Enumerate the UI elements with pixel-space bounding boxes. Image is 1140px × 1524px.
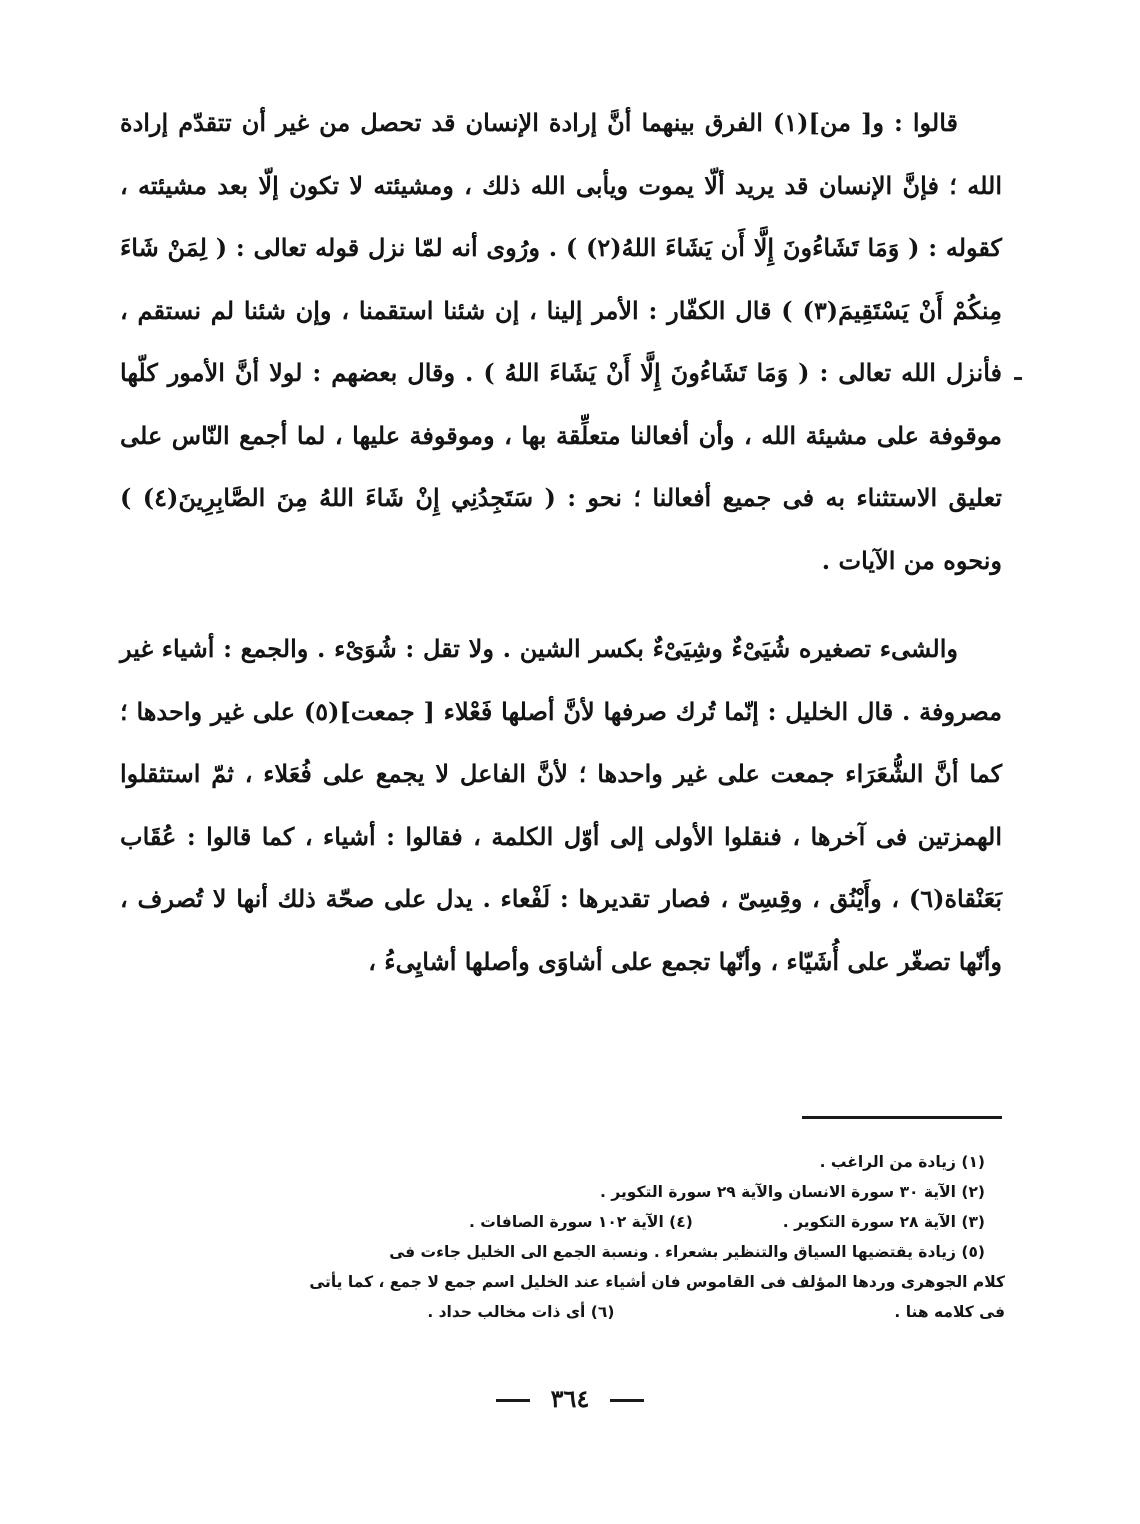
- footnote-row-5-6: [120, 1297, 1005, 1327]
- footnote-separator: [802, 1116, 1002, 1119]
- footnote-3: (٣) الآية ٢٨ سورة التكوير .: [782, 1213, 985, 1231]
- dash-left: [496, 1399, 530, 1402]
- footnote-2: (٢) الآية ٣٠ سورة الانسان والآية ٢٩ سورة التكوير .: [600, 1183, 985, 1201]
- footnote-gap: [614, 1297, 894, 1327]
- paragraph-1: قالوا : و[ من](١) الفرق بينهما أنَّ إرادة الإنسان قد تحصل من غير أن تتقدّم إرادة الله ؛ فإنَّ الإنسان قد يريد ألّا يموت ويأبى الله ذلك ، ومشيئته لا تكون إلّا بعد مشيئته ، كقوله : ( وَمَا تَشَاءُونَ إِلَّا أَن يَشَاءَ اللهُ(٢) ) . ورُوى أنه لمّا نزل قوله تعالى : ( لِمَنْ شَاءَ مِنكُمْ أَنْ يَسْتَقِيمَ(٣) ) قال الكفّار : الأمر إلينا ، إن شئنا استقمنا ، وإن شئنا لم نستقم ، فأنزل الله تعالى : ( وَمَا تَشَاءُونَ إِلَّا أَنْ يَشَاءَ اللهُ ) . وقال بعضهم : لولا أنَّ الأمور كلّها موقوفة على مشيئة الله ، وأن أفعالنا متعلِّقة بها ، وموقوفة عليها ، لما أجمع النّاس على تعليق الاستثناء به فى جميع أفعالنا ؛ نحو : ( سَتَجِدُنِي إِنْ شَاءَ اللهُ مِنَ الصَّابِرِينَ(٤) ) ونحوه من الآيات .: [120, 108, 1002, 575]
- margin-mark: [1014, 377, 1022, 380]
- footnote-5-line-1: (٥) زيادة يقتضيها السياق والتنظير بشعراء . ونسبة الجمع الى الخليل جاءت فى: [389, 1243, 985, 1261]
- footnote-5-line-2: كلام الجوهرى وردها المؤلف فى القاموس فان أشياء عند الخليل اسم جمع لا جمع ، كما يأتى: [309, 1273, 1005, 1291]
- footnote-5-line-3: فى كلامه هنا .: [894, 1303, 1005, 1321]
- main-text: [120, 92, 1002, 993]
- footnote-4: (٤) الآية ١٠٢ سورة الصافات .: [469, 1213, 693, 1231]
- footnote-row-3-4: [120, 1207, 1005, 1237]
- footnotes: [120, 1147, 1005, 1327]
- footnote-6: (٦) أى ذات مخالب حداد .: [427, 1303, 615, 1321]
- page-number: ٣٦٤: [550, 1384, 590, 1413]
- footnote-gap: [693, 1207, 783, 1237]
- paragraph-2: والشىء تصغيره شُيَىْءٌ وشِيَىْءٌ بكسر الشين . ولا تقل : شُوَىْء . والجمع : أشياء غير مصروفة . قال الخليل : إنّما تُرك صرفها لأنَّ أصلها فَعْلاء [ جمعت](٥) على غير واحدها ؛ كما أنَّ الشُّعَرَاء جمعت على غير واحدها ؛ لأنَّ الفاعل لا يجمع على فُعَلاء ، ثمّ استثقلوا الهمزتين فى آخرها ، فنقلوا الأولى إلى أوّل الكلمة ، فقالوا : أشياء ، كما قالوا : عُقَاب بَعَنْقاة(٦) ، وأَيْنُق ، وقِسِىّ ، فصار تقديرها : لَفْعاء . يدل على صحّة ذلك أنها لا تُصرف ، وأنّها تصغّر على أُشَيّاء ، وأنّها تجمع على أشاوَى وأصلها أشايِىءُ ،: [120, 634, 1002, 976]
- dash-right: [610, 1399, 644, 1402]
- footnote-1: (١) زيادة من الراغب .: [819, 1153, 985, 1171]
- page-number-line: [0, 1384, 1140, 1413]
